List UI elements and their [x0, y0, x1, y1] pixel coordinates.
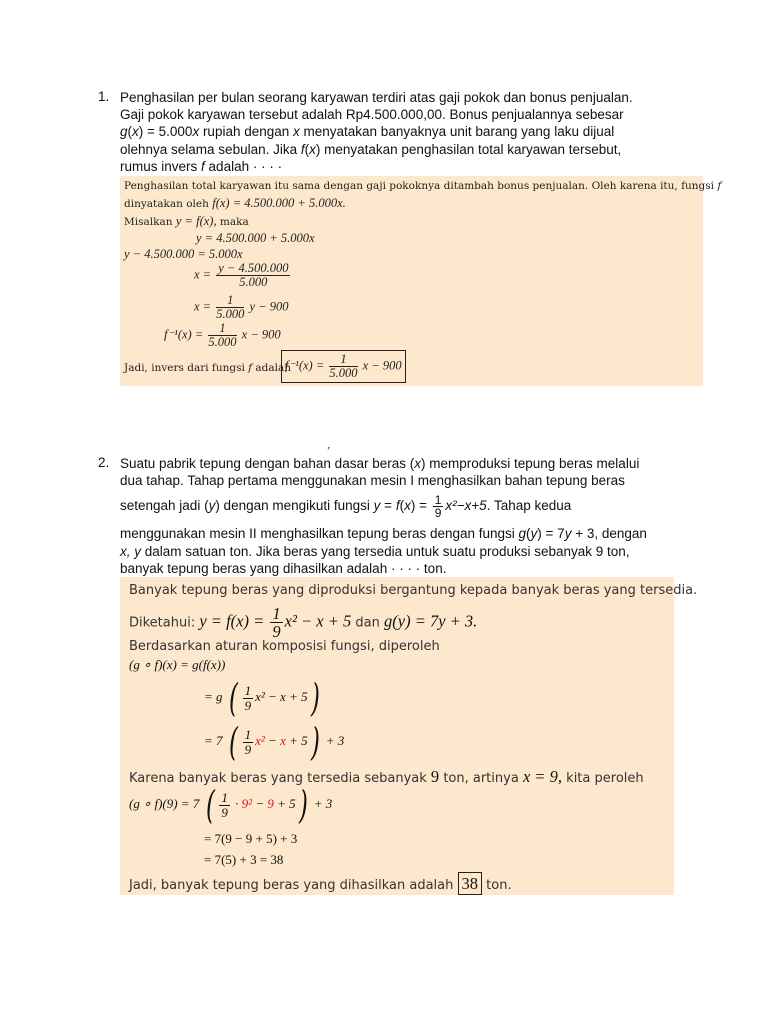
sol2-eval-2: = 7(9 − 9 + 5) + 3 [204, 831, 298, 846]
q2-line: Suatu pabrik tepung dengan bahan dasar beras (x) memproduksi tepung beras melalui [120, 456, 640, 471]
question-1-number: 1. [98, 89, 110, 104]
q2-line: dua tahap. Tahap pertama menggunakan mesin I menghasilkan bahan tepung beras [120, 473, 625, 489]
sol2-comp-2: = g ( $\frac{1}{9}$ x² − x + 5) [204, 676, 320, 720]
question-2-number: 2. [98, 455, 110, 470]
sol1-eq4: x = $\frac{1}{5.000}$ y − 900 [194, 293, 289, 322]
sol1-eq3: x = $\frac{y - 4.500.000}{5.000}$ [194, 261, 289, 290]
sol1-eq2: y − 4.500.000 = 5.000x [124, 247, 243, 261]
sol2-since: Karena banyak beras yang tersedia sebanyak 9 ton, artinya x = 9, kita peroleh [129, 767, 644, 786]
question-2-text [120, 455, 674, 577]
q1-line: rumus invers f adalah · · · · [120, 158, 283, 174]
q1-line: g(x) = 5.000x rupiah dengan x menyatakan banyaknya unit barang yang laku dijual [120, 124, 615, 140]
sol2-answer-box: 38 [458, 872, 483, 895]
sol1-intro: Penghasilan total karyawan itu sama dengan gaji pokoknya ditambah bonus penjualan. Oleh karena itu, fungsi f [124, 180, 722, 192]
sol1-answer-box: f⁻¹(x) = $\frac{1}{5.000}$ x − 900 [281, 350, 406, 383]
q2-line: menggunakan mesin II menghasilkan tepung beras dengan fungsi g(y) = 7y + 3, dengan [120, 526, 647, 542]
q1-line: olehnya selama sebulan. Jika f(x) menyatakan penghasilan total karyawan tersebut, [120, 141, 622, 157]
sol2-intro: Banyak tepung beras yang diproduksi bergantung kepada banyak beras yang tersedia. [129, 583, 698, 598]
sol1-eq1: y = 4.500.000 + 5.000x [196, 231, 315, 245]
pen-mark: ʼ [323, 443, 332, 460]
q2-line: banyak tepung beras yang dihasilkan adalah · · · · ton. [120, 560, 447, 576]
sol2-known: Diketahui: y = f(x) = $\frac{1}{9}$ x² − x + 5 dan g(y) = 7y + 3. [129, 604, 478, 642]
q2-line: setengah jadi (y) dengan mengikuti fungsi y = f(x) = $\frac{1}{9}$ x²−x+5. Tahap kedua [120, 492, 572, 521]
question-1-text [120, 89, 674, 175]
sol2-conclusion: Jadi, banyak tepung beras yang dihasilkan adalah 38 ton. [129, 874, 512, 893]
q1-line: Penghasilan per bulan seorang karyawan terdiri atas gaji pokok dan bonus penjualan. [120, 90, 633, 105]
sol2-comp-3: = 7 ( $\frac{1}{9}$ x² − x + 5) + 3 [204, 720, 345, 764]
sol2-rule: Berdasarkan aturan komposisi fungsi, diperoleh [129, 639, 440, 654]
sol2-comp-1: (g ∘ f)(x) = g(f(x)) [129, 657, 226, 672]
solution-2-box [120, 577, 698, 895]
sol2-eval-3: = 7(5) + 3 = 38 [204, 852, 284, 867]
solution-1-box [120, 176, 722, 386]
sol1-let: Misalkan y = f(x), maka [124, 214, 249, 228]
sol1-eq5: f⁻¹(x) = $\frac{1}{5.000}$ x − 900 [164, 321, 281, 350]
sol1-stated: dinyatakan oleh f(x) = 4.500.000 + 5.000x. [124, 196, 346, 210]
sol2-eval-1: (g ∘ f)(9) = 7 ( $\frac{1}{9}$ · 9² − 9 + 5) + 3 [129, 783, 333, 827]
q2-line: x, y dalam satuan ton. Jika beras yang tersedia untuk suatu produksi sebanyak 9 ton, [120, 543, 630, 559]
q1-line: Gaji pokok karyawan tersebut adalah Rp4.500.000,00. Bonus penjualannya sebesar [120, 107, 624, 123]
sol1-conclusion: Jadi, invers dari fungsi f adalah [124, 362, 292, 374]
